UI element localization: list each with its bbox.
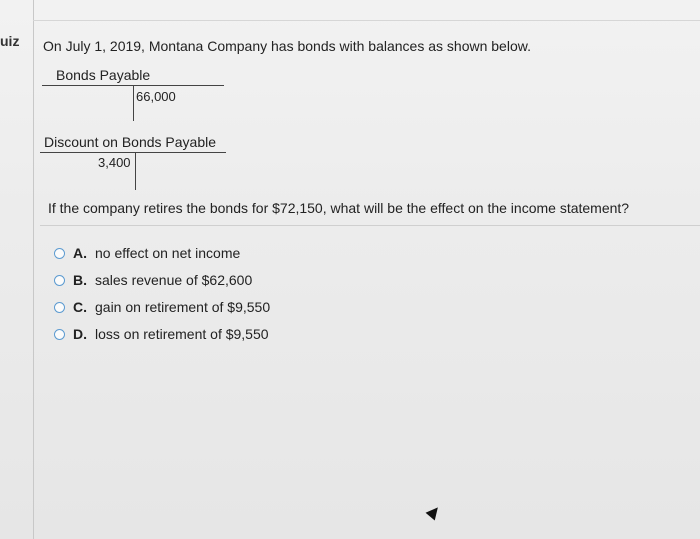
option-a[interactable] xyxy=(54,243,240,263)
question-text: If the company retires the bonds for $72,150, what will be the effect on the income statement? xyxy=(48,200,630,216)
t-account-title: Discount on Bonds Payable xyxy=(44,134,216,150)
radio-button-icon[interactable] xyxy=(54,248,65,259)
option-text: no effect on net income xyxy=(95,245,241,261)
radio-button-icon[interactable] xyxy=(54,302,65,313)
mouse-cursor-icon xyxy=(426,504,443,521)
t-account-credit-value: 66,000 xyxy=(136,89,176,104)
t-account-debit-value: 3,400 xyxy=(98,155,131,170)
option-letter: A. xyxy=(73,245,87,261)
option-letter: C. xyxy=(73,299,87,315)
t-account-title: Bonds Payable xyxy=(56,67,151,83)
option-d[interactable] xyxy=(54,324,269,344)
sidebar-divider xyxy=(33,0,34,539)
radio-button-icon[interactable] xyxy=(54,275,65,286)
option-b[interactable] xyxy=(54,270,252,290)
option-letter: D. xyxy=(73,326,87,342)
option-text: gain on retirement of $9,550 xyxy=(95,299,271,315)
t-account-center-line xyxy=(135,152,136,190)
option-text: sales revenue of $62,600 xyxy=(95,272,253,288)
question-divider xyxy=(40,225,700,226)
option-c[interactable] xyxy=(54,297,270,317)
header-divider xyxy=(33,20,700,21)
quiz-tab-label[interactable]: uiz xyxy=(0,33,20,49)
option-text: loss on retirement of $9,550 xyxy=(95,326,269,342)
t-account-top-line xyxy=(40,152,226,153)
t-account-center-line xyxy=(133,85,134,121)
problem-intro: On July 1, 2019, Montana Company has bonds with balances as shown below. xyxy=(43,38,531,54)
option-letter: B. xyxy=(73,272,87,288)
radio-button-icon[interactable] xyxy=(54,329,65,340)
